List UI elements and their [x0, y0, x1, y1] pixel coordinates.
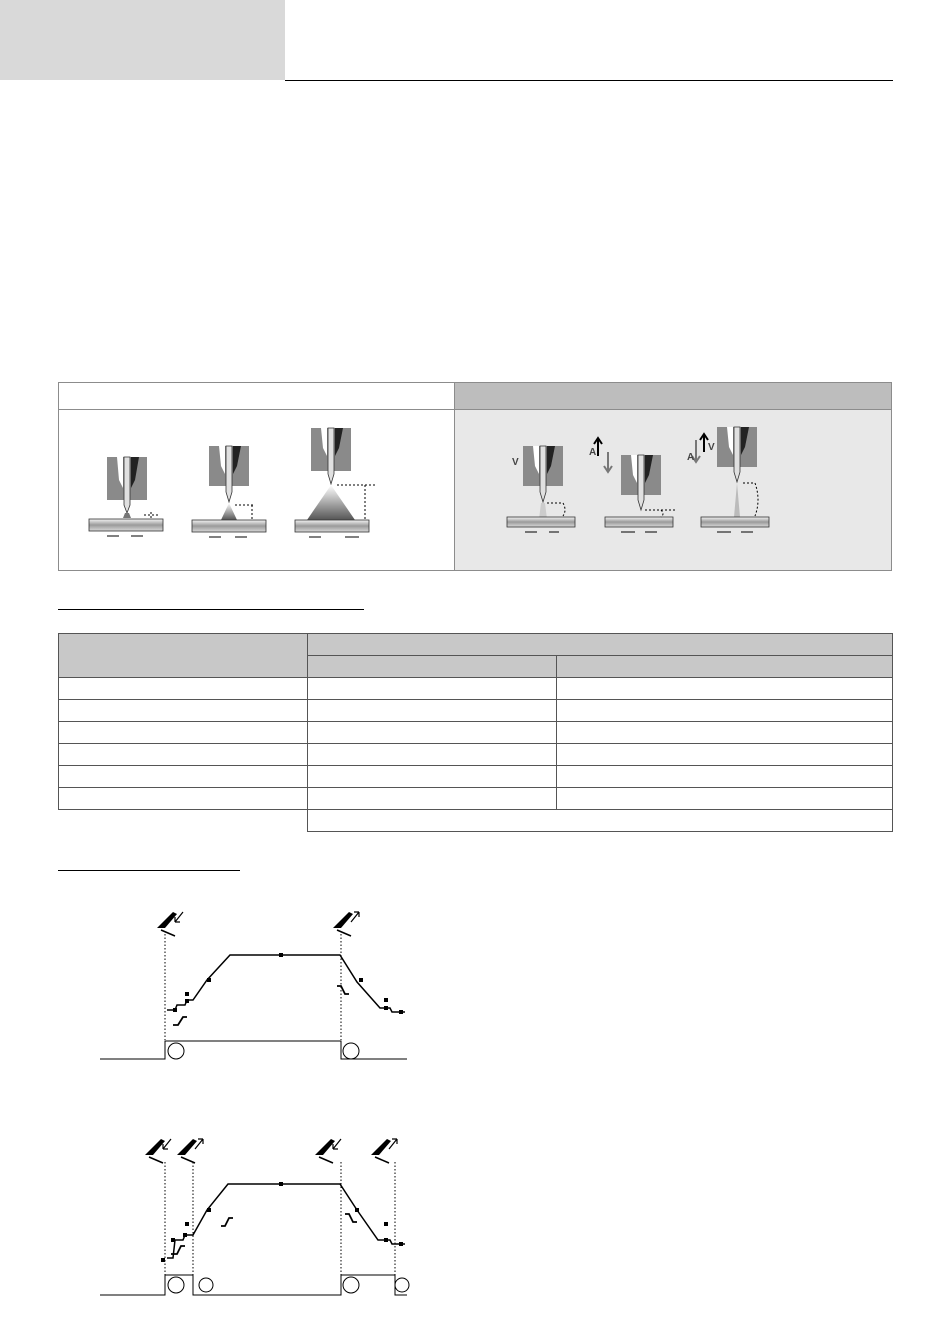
- table-subheader-1: [308, 656, 557, 678]
- arc-length-diagram-panel: [58, 382, 892, 571]
- torch-trigger-release-icon: [333, 912, 359, 936]
- arc-length-illustration: [59, 410, 455, 570]
- torch-trigger-press-icon: [157, 912, 183, 936]
- arc-length-control-illustration: [455, 410, 891, 570]
- arrow-down-icon: [604, 452, 612, 472]
- section-title-rule: [58, 609, 364, 610]
- current-curve: [167, 1184, 405, 1258]
- workpiece-plate: [192, 520, 266, 532]
- current-label: A: [687, 452, 695, 463]
- table-subheader-2: [557, 656, 893, 678]
- table-row: [59, 810, 893, 832]
- panel-right-body: [455, 410, 891, 570]
- voltage-label: V: [708, 442, 715, 453]
- torch-nozzle-icon: [523, 446, 563, 502]
- timing-diagram-4t: [95, 1130, 415, 1305]
- table-row: [59, 788, 893, 810]
- table-row: [59, 766, 893, 788]
- torch-nozzle-icon: [311, 428, 351, 484]
- header-block: [0, 0, 285, 80]
- current-label: A: [589, 447, 597, 458]
- panel-left-body: [59, 410, 455, 570]
- workpiece-plate: [605, 517, 673, 527]
- table-header-parameter: [59, 634, 308, 678]
- workpiece-plate: [507, 517, 575, 527]
- gas-flow-line: [100, 1275, 407, 1295]
- workpiece-plate: [89, 519, 163, 531]
- torch-nozzle-icon: [107, 457, 147, 518]
- torch-trigger-release-icon: [177, 1139, 203, 1163]
- table-row: [59, 700, 893, 722]
- gas-flow-line: [100, 1041, 407, 1059]
- torch-trigger-press-icon: [315, 1139, 341, 1163]
- torch-trigger-release-icon: [371, 1139, 397, 1163]
- header-rule: [285, 80, 893, 81]
- torch-trigger-press-icon: [145, 1139, 171, 1163]
- timing-diagram-2t: [95, 900, 415, 1075]
- current-curve: [167, 955, 405, 1012]
- torch-nozzle-icon: [717, 427, 757, 482]
- torch-nozzle-icon: [621, 455, 661, 510]
- table-header-group: [308, 634, 893, 656]
- table-row: [59, 744, 893, 766]
- torch-nozzle-icon: [209, 446, 249, 502]
- voltage-label: V: [512, 457, 519, 468]
- table-row: [59, 678, 893, 700]
- panel-left-header: [59, 383, 455, 410]
- panel-right-header: [455, 383, 891, 410]
- section-title-rule: [58, 870, 240, 871]
- parameter-table: [58, 633, 893, 832]
- table-row: [59, 722, 893, 744]
- arrow-up-icon: [700, 434, 708, 452]
- workpiece-plate: [701, 517, 769, 527]
- workpiece-plate: [295, 520, 369, 532]
